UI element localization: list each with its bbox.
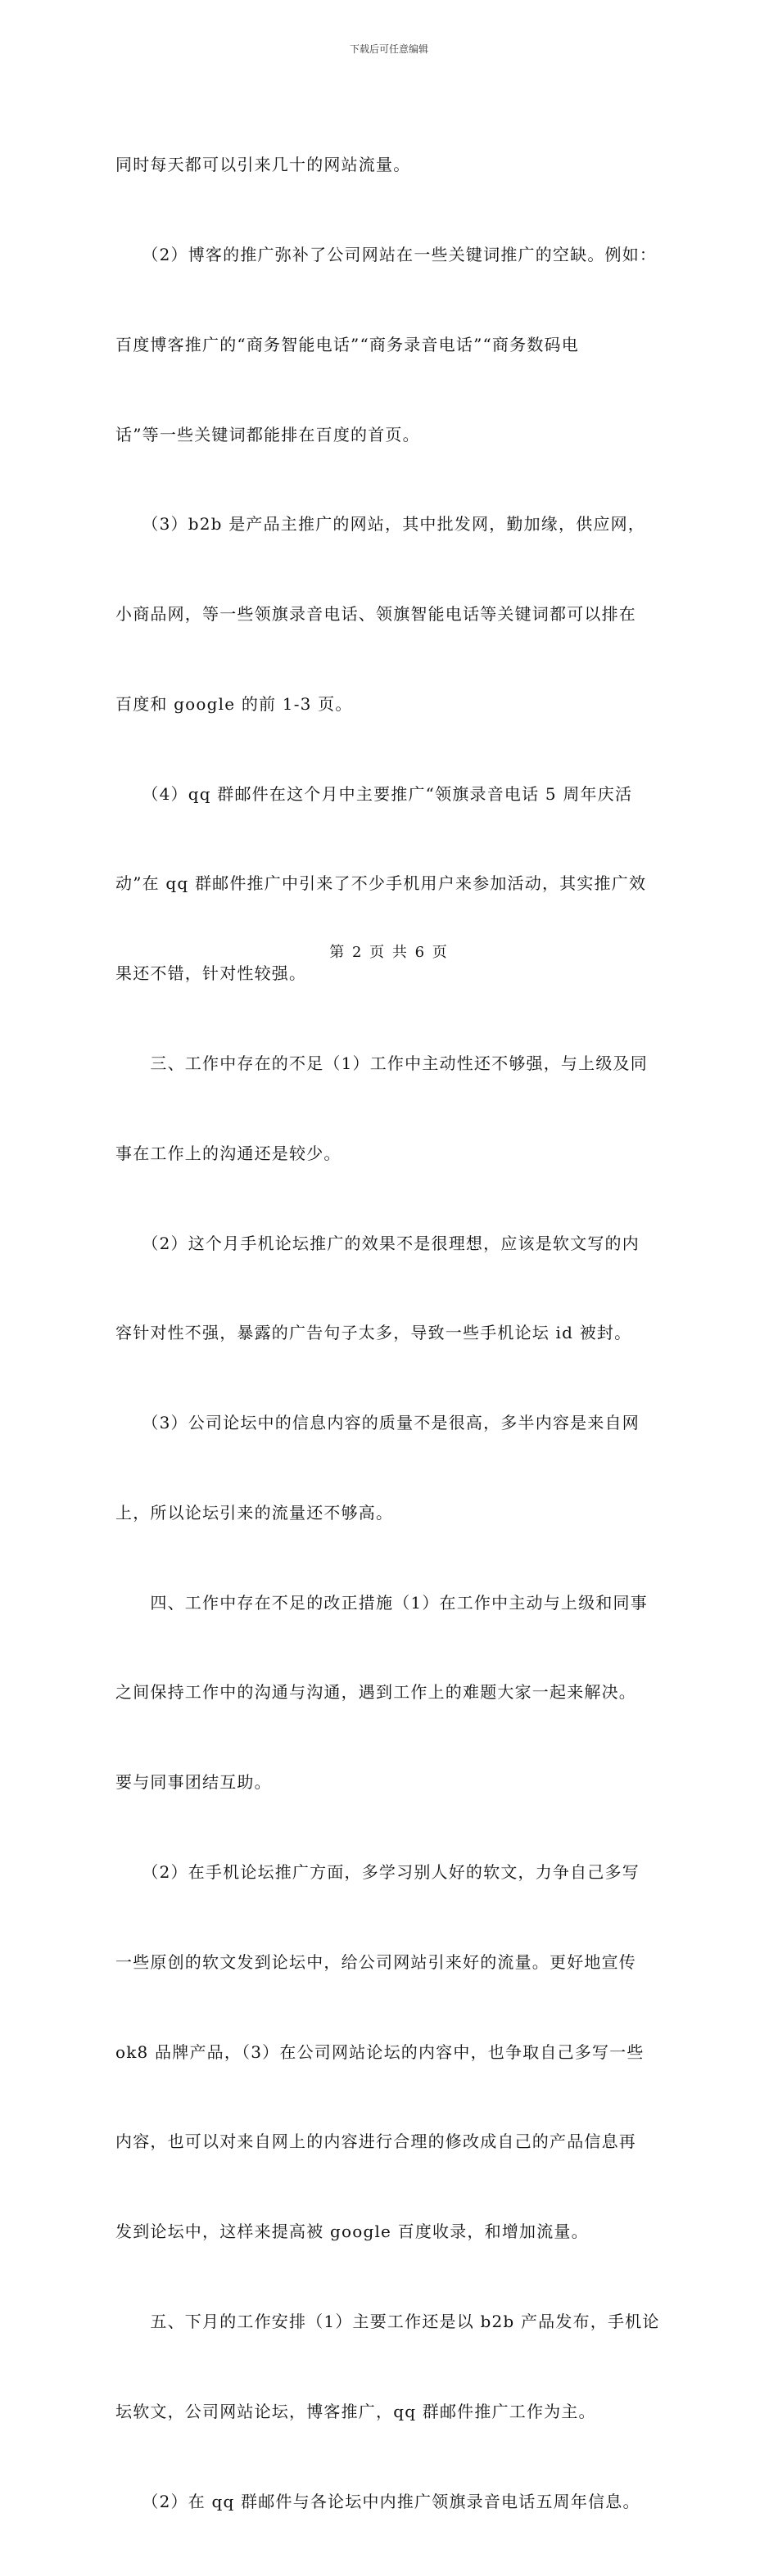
text-line: 百度博客推广的“商务智能电话”“商务录音电话”“商务数码电	[115, 334, 579, 354]
text-line: （2）在 qq 群邮件与各论坛中内推广领旗录音电话五周年信息。	[115, 2491, 640, 2511]
text-line: （2）博客的推广弥补了公司网站在一些关键词推广的空缺。例如：	[115, 244, 658, 264]
text-line: 上，所以论坛引来的流量还不够高。	[115, 1502, 394, 1523]
text-line: （2）在手机论坛推广方面，多学习别人好的软文，力争自己多写	[115, 1862, 640, 1883]
text-line: （4）qq 群邮件在这个月中主要推广“领旗录音电话 5 周年庆活	[115, 783, 633, 804]
body-text	[115, 90, 672, 2576]
page-number: 第 2 页 共 6 页	[329, 944, 449, 961]
text-line: 发到论坛中，这样来提高被 google 百度收录，和增加流量。	[115, 2222, 589, 2242]
text-line: 同时每天都可以引来几十的网站流量。	[115, 155, 411, 175]
text-line: 坛软文，公司网站论坛，博客推广，qq 群邮件推广工作为主。	[115, 2401, 596, 2421]
text-line: 果还不错，针对性较强。	[115, 963, 307, 984]
text-line: 话”等一些关键词都能排在百度的首页。	[115, 424, 420, 444]
text-line: 动”在 qq 群邮件推广中引来了不少手机用户来参加活动，其实推广效	[115, 873, 647, 894]
text-line: 五、下月的工作安排（1）主要工作还是以 b2b 产品发布，手机论	[115, 2311, 660, 2331]
text-line: 三、工作中存在的不足（1）工作中主动性还不够强，与上级及同	[115, 1053, 648, 1073]
text-line: ok8 品牌产品，（3）在公司网站论坛的内容中，也争取自己多写一些	[115, 2041, 645, 2062]
text-line: （3）b2b 是产品主推广的网站，其中批发网，勤加缘，供应网，	[115, 514, 646, 535]
text-line: 事在工作上的沟通还是较少。	[115, 1143, 342, 1163]
text-line: （3）公司论坛中的信息内容的质量不是很高，多半内容是来自网	[115, 1413, 640, 1433]
text-line: 内容，也可以对来自网上的内容进行合理的修改成自己的产品信息再	[115, 2132, 636, 2152]
text-line: 之间保持工作中的沟通与沟通，遇到工作上的难题大家一起来解决。	[115, 1682, 636, 1703]
document-body	[115, 90, 672, 2576]
text-line: 百度和 google 的前 1-3 页。	[115, 693, 353, 714]
text-line: 小商品网，等一些领旗录音电话、领旗智能电话等关键词都可以排在	[115, 604, 636, 625]
text-line: 要与同事团结互助。	[115, 1772, 272, 1793]
text-line: 四、工作中存在不足的改正措施（1）在工作中主动与上级和同事	[115, 1592, 648, 1613]
page-header: 下载后可任意编辑	[349, 43, 428, 55]
text-line: 容针对性不强，暴露的广告句子太多，导致一些手机论坛 id 被封。	[115, 1323, 632, 1343]
text-line: 一些原创的软文发到论坛中，给公司网站引来好的流量。更好地宣传	[115, 1951, 636, 1972]
text-line: （2）这个月手机论坛推广的效果不是很理想，应该是软文写的内	[115, 1233, 640, 1253]
